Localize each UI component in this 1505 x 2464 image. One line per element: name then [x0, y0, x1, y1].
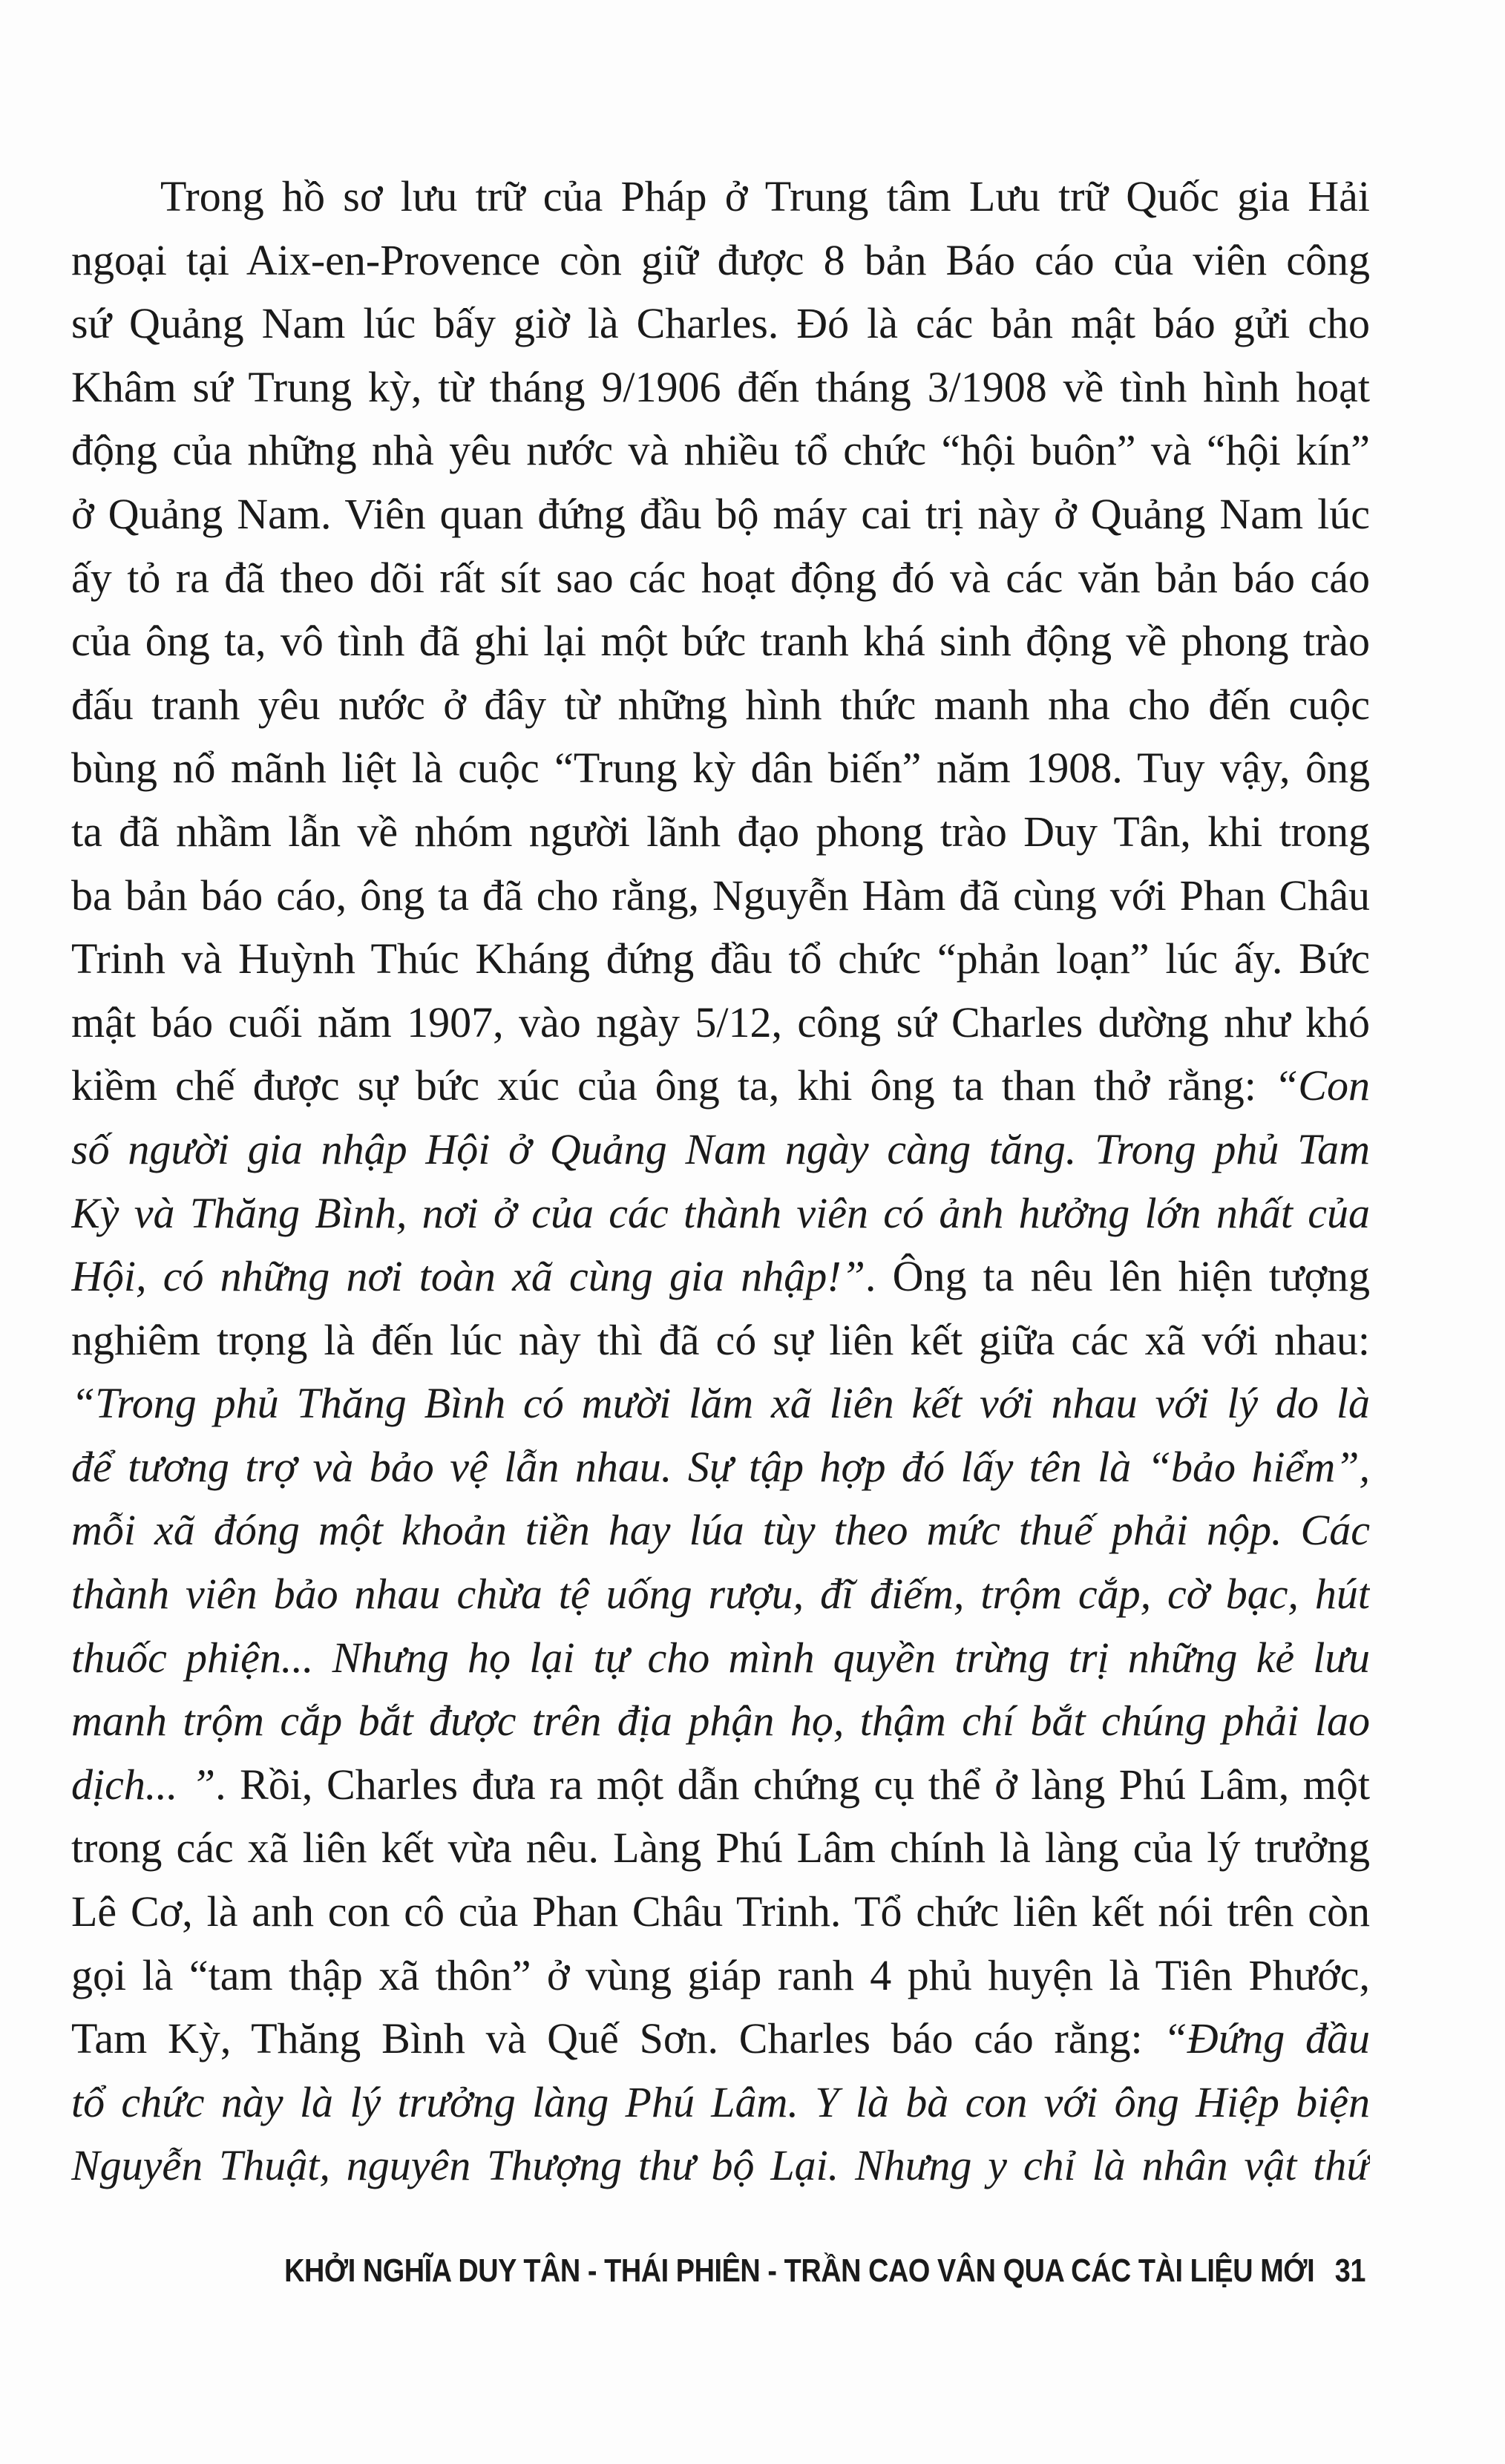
text-line: [71, 355, 1370, 419]
text-line: [71, 609, 1370, 673]
quoted-text: Hội, có những nơi toàn xã cùng gia nhập!”: [71, 1252, 865, 1301]
text-line: [71, 673, 1370, 737]
quoted-text: thuốc phiện... Nhưng họ lại tự cho mình quyền trừng trị những kẻ lưu: [71, 1633, 1370, 1682]
page-number: 31: [1334, 2252, 1365, 2289]
text-line: [71, 864, 1370, 928]
text-run: Tam Kỳ, Thăng Bình và Quế Sơn. Charles báo cáo rằng:: [71, 2014, 1164, 2063]
text-run: mật báo cuối năm 1907, vào ngày 5/12, công sứ Charles dường như khó: [71, 997, 1370, 1046]
text-line: [71, 2071, 1370, 2134]
text-line: [71, 1498, 1370, 1562]
text-line: [71, 2134, 1370, 2198]
text-line: [71, 1182, 1370, 1245]
text-run: đấu tranh yêu nước ở đây từ những hình thức manh nha cho đến cuộc: [71, 680, 1370, 729]
text-line: [71, 482, 1370, 546]
text-run: của ông ta, vô tình đã ghi lại một bức tranh khá sinh động về phong trào: [71, 617, 1370, 666]
text-line: [71, 800, 1370, 864]
quoted-text: số người gia nhập Hội ở Quảng Nam ngày càng tăng. Trong phủ Tam: [71, 1124, 1370, 1173]
quoted-text: “Con: [1274, 1061, 1370, 1110]
quoted-text: manh trộm cắp bắt được trên địa phận họ, thậm chí bắt chúng phải lao: [71, 1697, 1370, 1746]
text-run: bùng nổ mãnh liệt là cuộc “Trung kỳ dân biến” năm 1908. Tuy vậy, ông: [71, 744, 1370, 793]
text-line: [71, 1372, 1370, 1435]
text-line: [71, 1816, 1370, 1880]
text-line: [71, 1245, 1370, 1308]
text-line: [71, 1626, 1370, 1690]
text-run: Khâm sứ Trung kỳ, từ tháng 9/1906 đến tháng 3/1908 về tình hình hoạt: [71, 362, 1370, 411]
text-line: [71, 1118, 1370, 1182]
text-line: [71, 229, 1370, 292]
text-line: [71, 1944, 1370, 2008]
text-run: Trinh và Huỳnh Thúc Kháng đứng đầu tổ chức “phản loạn” lúc ấy. Bức: [71, 934, 1370, 983]
text-line: [71, 1054, 1370, 1118]
page-footer: [284, 2252, 1365, 2290]
text-line: [71, 927, 1370, 991]
text-line: [71, 2007, 1370, 2071]
quoted-text: mỗi xã đóng một khoản tiền hay lúa tùy theo mức thuế phải nộp. Các: [71, 1506, 1370, 1555]
quoted-text: tổ chức này là lý trưởng làng Phú Lâm. Y là bà con với ông Hiệp biện: [71, 2077, 1370, 2126]
text-run: . Rồi, Charles đưa ra một dẫn chứng cụ thể ở làng Phú Lâm, một: [215, 1760, 1370, 1809]
text-run: gọi là “tam thập xã thôn” ở vùng giáp ranh 4 phủ huyện là Tiên Phước,: [71, 1950, 1370, 1999]
quoted-text: để tương trợ và bảo vệ lẫn nhau. Sự tập hợp đó lấy tên là “bảo hiểm”,: [71, 1442, 1370, 1491]
text-line: [71, 165, 1370, 229]
quoted-text: Kỳ và Thăng Bình, nơi ở của các thành viên có ảnh hưởng lớn nhất của: [71, 1188, 1370, 1237]
quoted-text: dịch... ”: [71, 1760, 216, 1809]
text-run: nghiêm trọng là đến lúc này thì đã có sự liên kết giữa các xã với nhau:: [71, 1315, 1370, 1364]
text-run: Lê Cơ, là anh con cô của Phan Châu Trinh. Tổ chức liên kết nói trên còn: [71, 1887, 1370, 1936]
text-line: [71, 736, 1370, 800]
quoted-text: “Trong phủ Thăng Bình có mười lăm xã liên kết với nhau với lý do là: [71, 1379, 1370, 1428]
text-line: [71, 1753, 1370, 1817]
text-line: [71, 292, 1370, 355]
text-run: ấy tỏ ra đã theo dõi rất sít sao các hoạt động đó và các văn bản báo cáo: [71, 553, 1370, 602]
text-line: [71, 419, 1370, 482]
text-run: ta đã nhầm lẫn về nhóm người lãnh đạo phong trào Duy Tân, khi trong: [71, 807, 1370, 856]
quoted-text: “Đứng đầu: [1163, 2014, 1370, 2063]
text-run: động của những nhà yêu nước và nhiều tổ chức “hội buôn” và “hội kín”: [71, 426, 1370, 475]
body-paragraph: [71, 165, 1370, 2198]
text-line: [71, 991, 1370, 1055]
text-run: trong các xã liên kết vừa nêu. Làng Phú Lâm chính là làng của lý trưởng: [71, 1824, 1370, 1872]
text-line: [71, 1689, 1370, 1753]
text-line: [71, 1308, 1370, 1372]
text-run: Trong hồ sơ lưu trữ của Pháp ở Trung tâm Lưu trữ Quốc gia Hải: [160, 172, 1370, 220]
text-run: sứ Quảng Nam lúc bấy giờ là Charles. Đó là các bản mật báo gửi cho: [71, 299, 1370, 348]
quoted-text: thành viên bảo nhau chừa tệ uống rượu, đĩ điếm, trộm cắp, cờ bạc, hút: [71, 1570, 1370, 1619]
text-run: ngoại tại Aix-en-Provence còn giữ được 8 bản Báo cáo của viên công: [71, 235, 1370, 284]
running-title: KHỞI NGHĨA DUY TÂN - THÁI PHIÊN - TRẦN CAO VÂN QUA CÁC TÀI LIỆU MỚI: [284, 2252, 1315, 2289]
text-line: [71, 1435, 1370, 1499]
text-run: kiềm chế được sự bức xúc của ông ta, khi ông ta than thở rằng:: [71, 1061, 1275, 1110]
text-run: ở Quảng Nam. Viên quan đứng đầu bộ máy cai trị này ở Quảng Nam lúc: [71, 489, 1370, 538]
text-run: . Ông ta nêu lên hiện tượng: [865, 1252, 1370, 1301]
text-line: [71, 1562, 1370, 1626]
quoted-text: Nguyễn Thuật, nguyên Thượng thư bộ Lại. Nhưng y chỉ là nhân vật thứ: [71, 2141, 1370, 2190]
text-line: [71, 1880, 1370, 1944]
text-line: [71, 546, 1370, 610]
text-run: ba bản báo cáo, ông ta đã cho rằng, Nguyễn Hàm đã cùng với Phan Châu: [71, 871, 1370, 920]
